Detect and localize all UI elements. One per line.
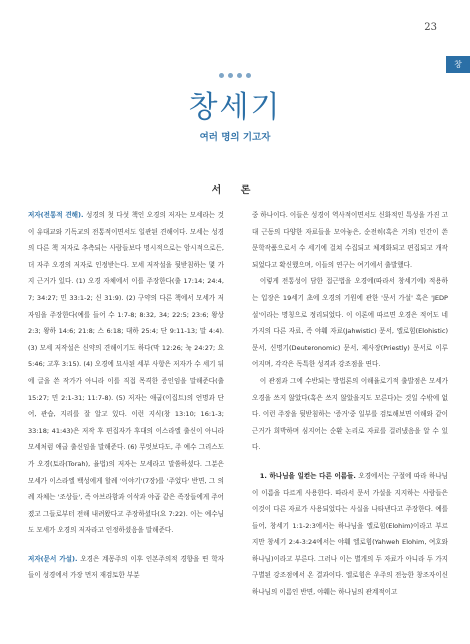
paragraph-lead: 1. 하나님을 일컫는 다른 이름들. [259,471,356,480]
paragraph-text: 오경은 계몽주의 이후 인본주의적 경향을 띤 학자들이 성경에서 가장 먼저 재검토한 부분 [28,554,224,580]
paragraph-continuation: 중 하나이다. 이들은 성경이 역사적이면서도 신화적인 특성을 가진 고대 근동의 다양한 자료들을 모아놓은, 순전히(혹은 거의) 인간이 쓴 문학작품으로서 수 세기에 걸쳐 수집되고 체계화되고 편집되고 개작되었다고 확신했으며, 이들의 연구는 여기에서 출발했다. [252,211,448,269]
paragraph-documentary-hypothesis [28,551,224,584]
decorative-dots [0,63,470,82]
contributors-subtitle: 여러 명의 기고자 [199,132,271,143]
paragraph-traditional-authorship [28,207,224,539]
paragraph-gap [252,456,448,468]
book-title: 창세기 [188,90,282,125]
paragraph-divine-names [252,468,448,601]
section-heading: 서 론 [211,185,259,196]
dot-ornament [237,73,242,78]
book-index-tab[interactable]: 창 [446,56,470,73]
paragraph-gap [28,539,224,551]
right-column [252,207,448,601]
left-column [28,207,224,584]
paragraph-text: 성경의 첫 다섯 책인 오경의 저자는 모세라는 것이 유대교와 기독교의 전통적이면서도 일관된 견해이다. 모세는 성경의 다른 책 저자로 추측되는 사람들보다 명시적으로는 암시적으로든, 더 자주 오경의 저자로 인정받는다. 모세 저작설을 뒷받침하는 몇 가지 근거가 있다. (1) 오경 자체에서 이를 주장한다(출 17:14; 24:4, 7; 34:27; 민 33:1-2; 신 31:9). (2) 구약의 다른 책에서 모세가 저자임을 주장한다(예를 들어 수 1:7-8; 8:32, 34; 22:5; 23:6; 왕상 2:3; 왕하 14:6; 21:8; 스 6:18; 대하 25:4; 단 9:11-13; 말 4:4). (3) 모세 저작설은 신약의 견해이기도 하다(막 12:26; 눅 24:27; 요 5:46; 고후 3:15). (4) 오경에 묘사된 세부 사항은 저자가 수 세기 뒤에 글을 쓴 작가가 아니라 이를 직접 목격한 증인임을 말해준다(출 15:27; 민 2:1-31; 11:7-8). (5) 저자는 애굽(이집트)의 언명과 단어, 관습, 지리를 잘 알고 있다. 이런 지식(창 13:10; 16:1-3; 33:18; 41:43)은 저작 후 편집자가 후대의 이스라엘 출신이 아니라 모세처럼 애굽 출신임을 말해준다. (6) 무엇보다도, 주 예수 그리스도가 오경(토라(Torah), 율법)의 저자는 모세라고 말씀하셨다. 그분은 모세가 이스라엘 백성에게 할례 '이야기'(7장)를 '주었다' 반면, 그 의례 자체는 '조상들', 즉 아브라함과 이삭과 야곱 같은 족장들에게 주어졌고 그들로부터 전해 내려왔다고 주장하셨다(요 7:22). 이는 예수님도 모세가 오경의 저자라고 인정하셨음을 말해준다. [28,211,224,535]
paragraph-lead: 저자(문서 가설). [28,554,78,563]
paragraph-lead: 저자(전통적 견해). [28,211,84,219]
dot-ornament [219,73,224,78]
page-number: 23 [424,22,437,33]
paragraph-text: 오경에서는 구절에 따라 하나님이 이름을 다르게 사용한다. 따라서 문서 가설을 지지하는 사람들은 이것이 다른 자료가 사용되었다는 사실을 나타낸다고 주장한다. 예를 들어, 창세기 1:1-2:3에서는 하나님을 엘로힘(Elohim)이라고 부르지만 창세기 2:4-3:24에서는 야훼 엘로힘(Yahweh Elohim, 여호와 하나님)이라고 부른다. 그러나 이는 별개의 두 자료가 아니라 두 가지 구별된 강조점에서 온 결과이다. 엘로힘은 우주의 전능한 창조자이신 하나님의 이름인 반면, 야훼는 하나님의 관계적이고 [252,471,448,597]
paragraph-critique: 이 관점과 그에 수반되는 방법론의 이해율로기적 출발점은 모세가 오경을 쓰지 않았다(혹은 쓰지 않았을지도 모른다)는 것일 수밖에 없다. 이런 주장을 뒷받침하는 '증거'중 일부를 검토해보면 이해와 같이 근거가 희박하며 심지어는 순환 논리로 자료를 걸러냈음을 알 수 있다. [252,376,448,452]
paragraph-jedp: 이렇게 전통성이 담한 접근법을 오경에(따라서 창세기에) 적용하는 입장은 19세기 초에 오경의 기원에 관한 '문서 가설' 혹은 'JEDP설'이라는 명칭으로 정리되었다. 이 이론에 따르면 오경은 적어도 네 가지의 다른 자료, 즉 야훼 자료(Jahwistic) 문서, 엘로힘(Elohistic) 문서, 신명기(Deuteronomic) 문서, 제사장(Priestly) 문서로 이루어지며, 각각은 독특한 성격과 강조점을 띤다. [252,277,448,369]
dot-ornament [246,73,251,78]
dot-ornament [228,73,233,78]
